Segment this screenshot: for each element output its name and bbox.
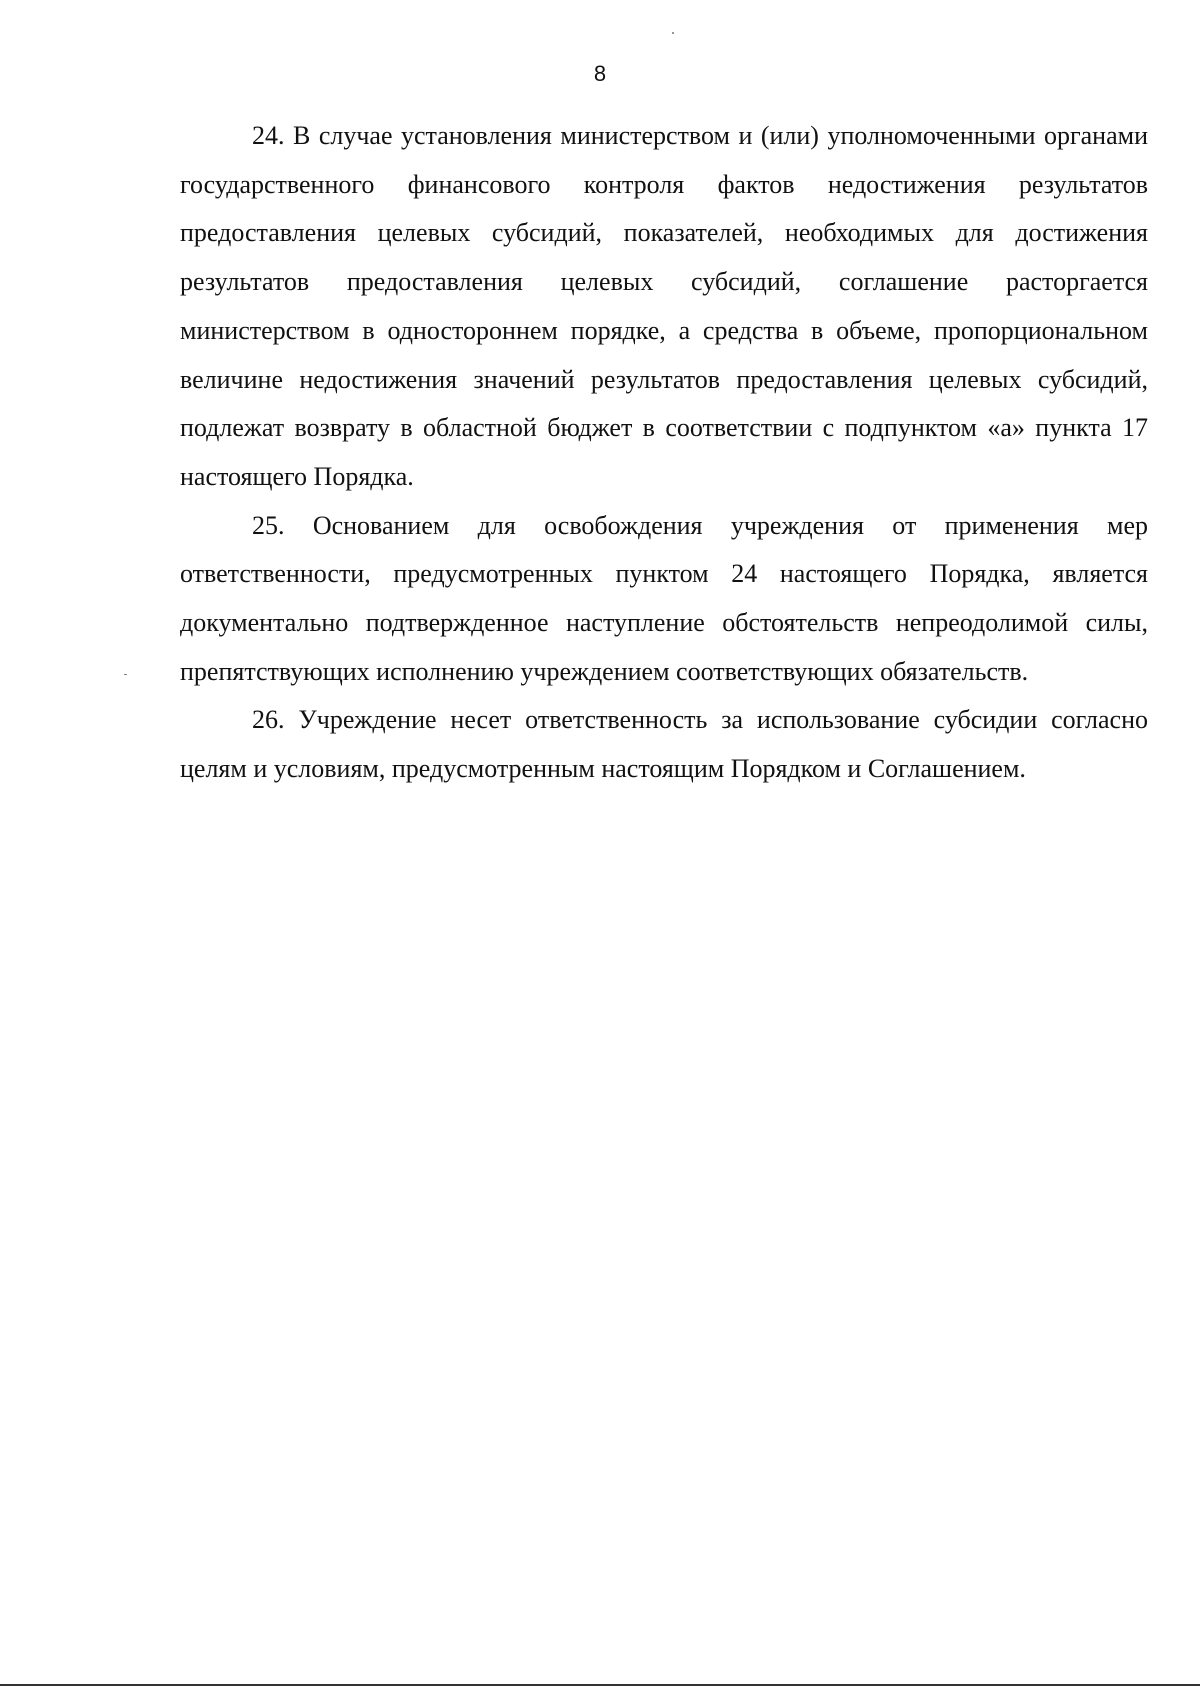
scan-speck bbox=[124, 674, 127, 675]
paragraph-26: 26. Учреждение несет ответственность за использование субсидии согласно целям и условиям, предусмотренным настоящим Порядком и Соглашением. bbox=[180, 705, 1148, 784]
scan-speck bbox=[672, 32, 674, 34]
document-body bbox=[180, 112, 1148, 794]
paragraph-25: 25. Основанием для освобождения учреждения от применения мер ответственности, предусмотренных пунктом 24 настоящего Порядка, является документально подтвержденное наступление обстоятельств непреодолимой силы, препятствующих исполнению учреждением соответствующих обязательств. bbox=[180, 510, 1148, 686]
paragraph-24: 24. В случае установления министерством и (или) уполномоченными органами государственного финансового контроля фактов недостижения результатов предоставления целевых субсидий, показателей, необходимых для достижения результатов предоставления целевых субсидий, соглашение расторгается министерством в одностороннем порядке, а средства в объеме, пропорциональном величине недостижения значений результатов предоставления целевых субсидий, подлежат возврату в областной бюджет в соответствии с подпунктом «а» пункта 17 настоящего Порядка. bbox=[180, 121, 1148, 491]
bottom-scan-edge bbox=[0, 1684, 1200, 1686]
page-number: 8 bbox=[593, 61, 607, 86]
